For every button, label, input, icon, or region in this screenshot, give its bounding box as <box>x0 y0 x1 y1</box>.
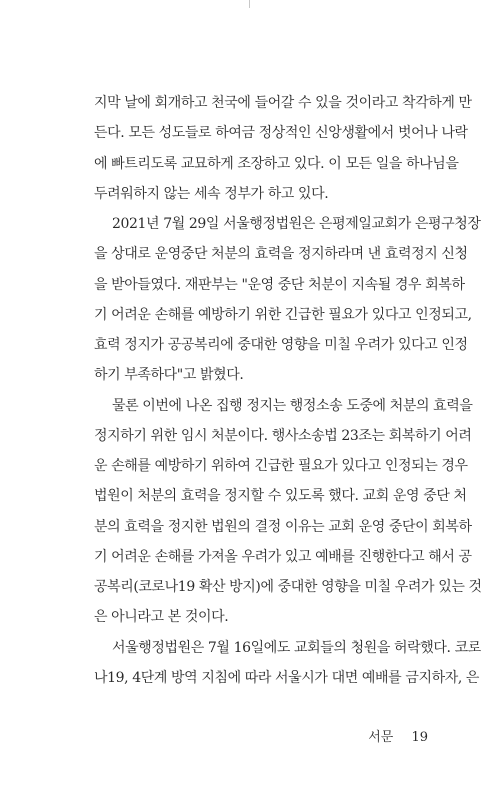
page-footer <box>368 726 428 745</box>
text-line: 법원이 처분의 효력을 정지할 수 있도록 했다. 교회 운영 중단 처 <box>94 488 467 505</box>
running-footer-section: 서문 <box>368 730 394 745</box>
text-line: 효력 정지가 공공복리에 중대한 영향을 미칠 우려가 있다고 인정 <box>94 337 468 353</box>
text-line: 을 상대로 운영중단 처분의 효력을 정지하라며 낸 효력정지 신청 <box>94 246 468 263</box>
text-line: 분의 효력을 정지한 법원의 결정 이유는 교회 운영 중단이 회복하 <box>94 518 472 535</box>
text-line: 하기 부족하다"고 밝혔다. <box>94 367 244 384</box>
text-line: 에 빠트리도록 교묘하게 조장하고 있다. 이 모든 일을 하나님을 <box>94 155 459 172</box>
page-number: 19 <box>411 730 428 745</box>
text-line: 든다. 모든 성도들로 하여금 정상적인 신앙생활에서 벗어나 나락 <box>94 125 468 142</box>
text-line: 지막 날에 회개하고 천국에 들어갈 수 있을 것이라고 착각하게 만 <box>94 95 472 111</box>
text-line: 기 어려운 손해를 예방하기 위한 긴급한 필요가 있다고 인정되고, <box>94 306 472 323</box>
top-crop-mark <box>249 0 250 8</box>
text-line: 정지하기 위한 임시 처분이다. 행사소송법 23조는 회복하기 어려 <box>94 427 472 444</box>
body-text <box>94 92 482 697</box>
text-line: 을 받아들였다. 재판부는 "운영 중단 처분이 지속될 경우 회복하 <box>94 276 465 293</box>
text-line: 서울행정법원은 7월 16일에도 교회들의 청원을 허락했다. 코로 <box>112 639 481 656</box>
text-line: 기 어려운 손해를 가져올 우려가 있고 예배를 진행한다고 해서 공 <box>94 548 472 565</box>
text-line: 공복리(코로나19 확산 방지)에 중대한 영향을 미칠 우려가 있는 것 <box>94 579 482 595</box>
text-line: 운 손해를 예방하기 위하여 긴급한 필요가 있다고 인정되는 경우 <box>94 458 468 474</box>
text-line: 2021년 7월 29일 서울행정법원은 은평제일교회가 은평구청장 <box>112 216 481 232</box>
text-line: 나19, 4단계 방역 지침에 따라 서울시가 대면 예배를 금지하자, 은 <box>94 669 480 686</box>
text-line: 은 아니라고 본 것이다. <box>94 609 229 626</box>
text-line: 두려워하지 않는 세속 정부가 하고 있다. <box>94 185 329 202</box>
text-line: 물론 이번에 나온 집행 정지는 행정소송 도중에 처분의 효력을 <box>112 397 473 414</box>
